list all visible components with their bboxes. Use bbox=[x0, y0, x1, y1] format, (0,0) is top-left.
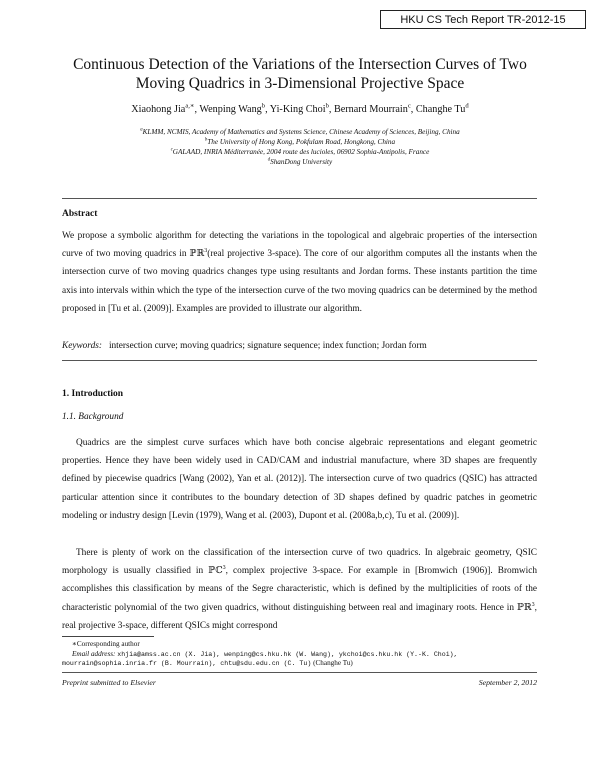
abstract-body: We propose a symbolic algorithm for detecting the variations in the topological and algebraic properties of the intersection curve of two moving quadrics in ℙℝ$^3$(real projective 3-space). The core of our algorithm computes all the instants when the intersection curve of two moving quadrics changes type using resultants and Jordan forms. These instants partition the time axis into intervals within which the type of the intersection curve of the two moving quadrics can be determined by the method proposed in [Tu et al. (2009)]. Examples are provided to illustrate our algorithm. bbox=[62, 231, 537, 314]
affiliation-b: $^b$The University of Hong Kong, Pokfulam Road, Hongkong, China bbox=[204, 137, 396, 146]
corresponding-author-note: ∗Corresponding author bbox=[72, 640, 140, 648]
date: September 2, 2012 bbox=[478, 678, 537, 687]
author: Xiaohong Jia$^{a,∗}$, bbox=[131, 102, 200, 115]
keywords bbox=[62, 340, 537, 352]
author-list bbox=[40, 104, 560, 115]
body-paragraph-2: There is plenty of work on the classification of the intersection curve of two quadrics. In algebraic geometry, QSIC morphology is usually classified in ℙℂ$^3$, complex projective 3-space. For example in [Bromwich (1906)]. Bromwich accomplishes this classification by means of the Segre characteristic, which is defined by the multiplicities of roots of the characteristic polynomial of the two given quadrics, without distinguishing between real and imaginary roots. Hence in ℙℝ$^3$, real projective 3-space, different QSICs might correspond bbox=[62, 548, 537, 631]
affiliation-c: $^c$GALAAD, INRIA Méditerranée, 2004 route des lucioles, 06902 Sophia-Antipolis, France bbox=[170, 147, 430, 156]
body-paragraph-1: Quadrics are the simplest curve surfaces which have both concise algebraic representations and elegant geometric properties. Hence they have been widely used in CAD/CAM and industrial manufacture, where 3D shapes are frequently defined by piecewise quadrics [Wang (2002), Yan et al. (2012)]. The intersection curve of two quadrics (QSIC) has attracted particular attention since it contributes to the boundary detection of 3D shapes defined by quadric patches in geometric modeling or industry design [Levin (1979), Wang et al. (2003), Dupont et al. (2008a,b,c), Tu et al. (2009)]. bbox=[62, 438, 537, 521]
keywords-label: Keywords: bbox=[62, 341, 102, 351]
abstract-heading: Abstract bbox=[62, 209, 98, 219]
author: Bernard Mourrain$^c$, bbox=[333, 102, 416, 115]
footnote-rule bbox=[62, 636, 154, 637]
footnote bbox=[62, 640, 537, 669]
tech-report-label: HKU CS Tech Report TR-2012-15 bbox=[380, 10, 586, 29]
subsection-heading: 1.1. Background bbox=[62, 412, 124, 422]
section-heading: 1. Introduction bbox=[62, 389, 124, 399]
email-line: mourrain@sophia.inria.fr (B. Mourrain), chtu@sdu.edu.cn (C. Tu) (Changhe Tu) bbox=[62, 659, 353, 668]
footer-rule bbox=[62, 672, 537, 673]
affiliation-a: $^a$KLMM, NCMIS, Academy of Mathematics and Systems Science, Chinese Academy of Sciences, Beijing, China bbox=[140, 127, 460, 136]
preprint-note: Preprint submitted to Elsevier bbox=[62, 678, 156, 687]
abstract-bottom-rule bbox=[62, 360, 537, 361]
author: Changhe Tu$^d$ bbox=[415, 102, 469, 115]
title-line-2: Moving Quadrics in 3-Dimensional Projective Space bbox=[135, 75, 465, 92]
affiliation-d: $^d$ShanDong University bbox=[267, 157, 333, 166]
abstract-top-rule bbox=[62, 198, 537, 199]
author: Wenping Wang$^b$, bbox=[199, 102, 270, 115]
paper-title bbox=[40, 55, 560, 93]
email-line: Email address: xhjia@amss.ac.cn (X. Jia), wenping@cs.hku.hk (W. Wang), ykchoi@cs.hku.hk (Y.-K. Choi), bbox=[72, 649, 458, 658]
author: Yi-King Choi$^b$, bbox=[269, 102, 334, 115]
title-line-1: Continuous Detection of the Variations of the Intersection Curves of Two bbox=[73, 56, 527, 73]
keywords-list: intersection curve; moving quadrics; signature sequence; index function; Jordan form bbox=[108, 341, 427, 351]
